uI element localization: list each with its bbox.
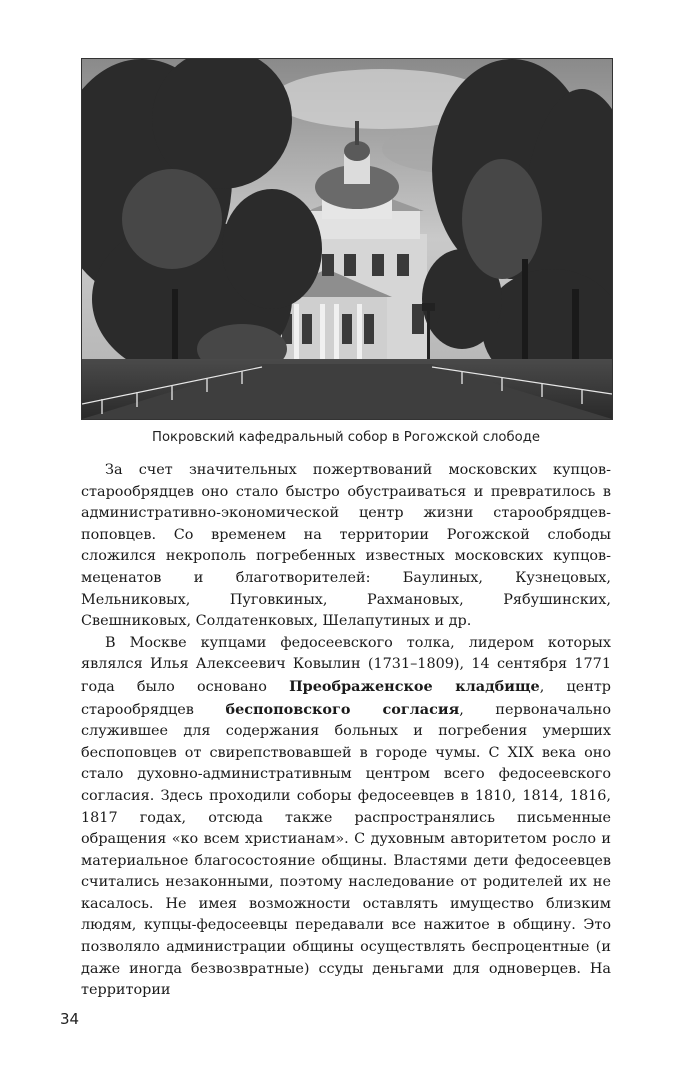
bold-term-bespopovskoe: беспоповского согласия (225, 700, 460, 718)
text-run: , центр старообрядцев (81, 678, 611, 718)
bold-term-preobrazhenskoe: Преображенское кладбище (289, 677, 540, 695)
paragraph (81, 633, 611, 1002)
text-run: В Москве купцами федосеевского толка, лидером которых являлся Илья Алексеевич Ковылин (1731–1809), 14 сентября 1771 года было основано (81, 634, 611, 695)
photo-caption: Покровский кафедральный собор в Рогожской слободе (152, 430, 540, 445)
paragraph: За счет значительных пожертвований московских купцов-старообрядцев оно стало быстро обустраиваться и превратилось в административно-экономической центр жизни старообрядцев-поповцев. Со временем на территории Рогожской слободы сложился некрополь погребенных известных московских купцов-меценатов и благотворителей: Баулиных, Кузнецовых, Мельниковых, Пуговкиных, Рахмановых, Рябушинских, Свешниковых, Солдатенковых, Шелапутиных и др. (81, 462, 611, 630)
text-run: , первоначально служившее для содержания больных и погребения умерших беспоповцев от свирепствовавшей в городе чумы. С XIX века оно стало духовно-административным центром всего федосеевского согласия. Здесь проходили соборы федосеевцев в 1810, 1814, 1816, 1817 годах, отсюда также распространялись письменные обращения «ко всем христианам». С духовным авторитетом росло и материальное благосостояние общины. Властями дети федосеевцев считались незаконными, поэтому наследование от родителей их не касалось. Не имея возможности оставлять имущество близким людям, купцы-федосеевцы передавали все нажитое в общину. Это позволяло администрации общины осуществлять беспроцентные (и даже иногда безвозвратные) ссуды деньгами для одноверцев. На территории (81, 701, 611, 999)
body-text (81, 460, 611, 1002)
page-number: 34 (60, 1010, 80, 1028)
cathedral-photo (81, 58, 613, 420)
